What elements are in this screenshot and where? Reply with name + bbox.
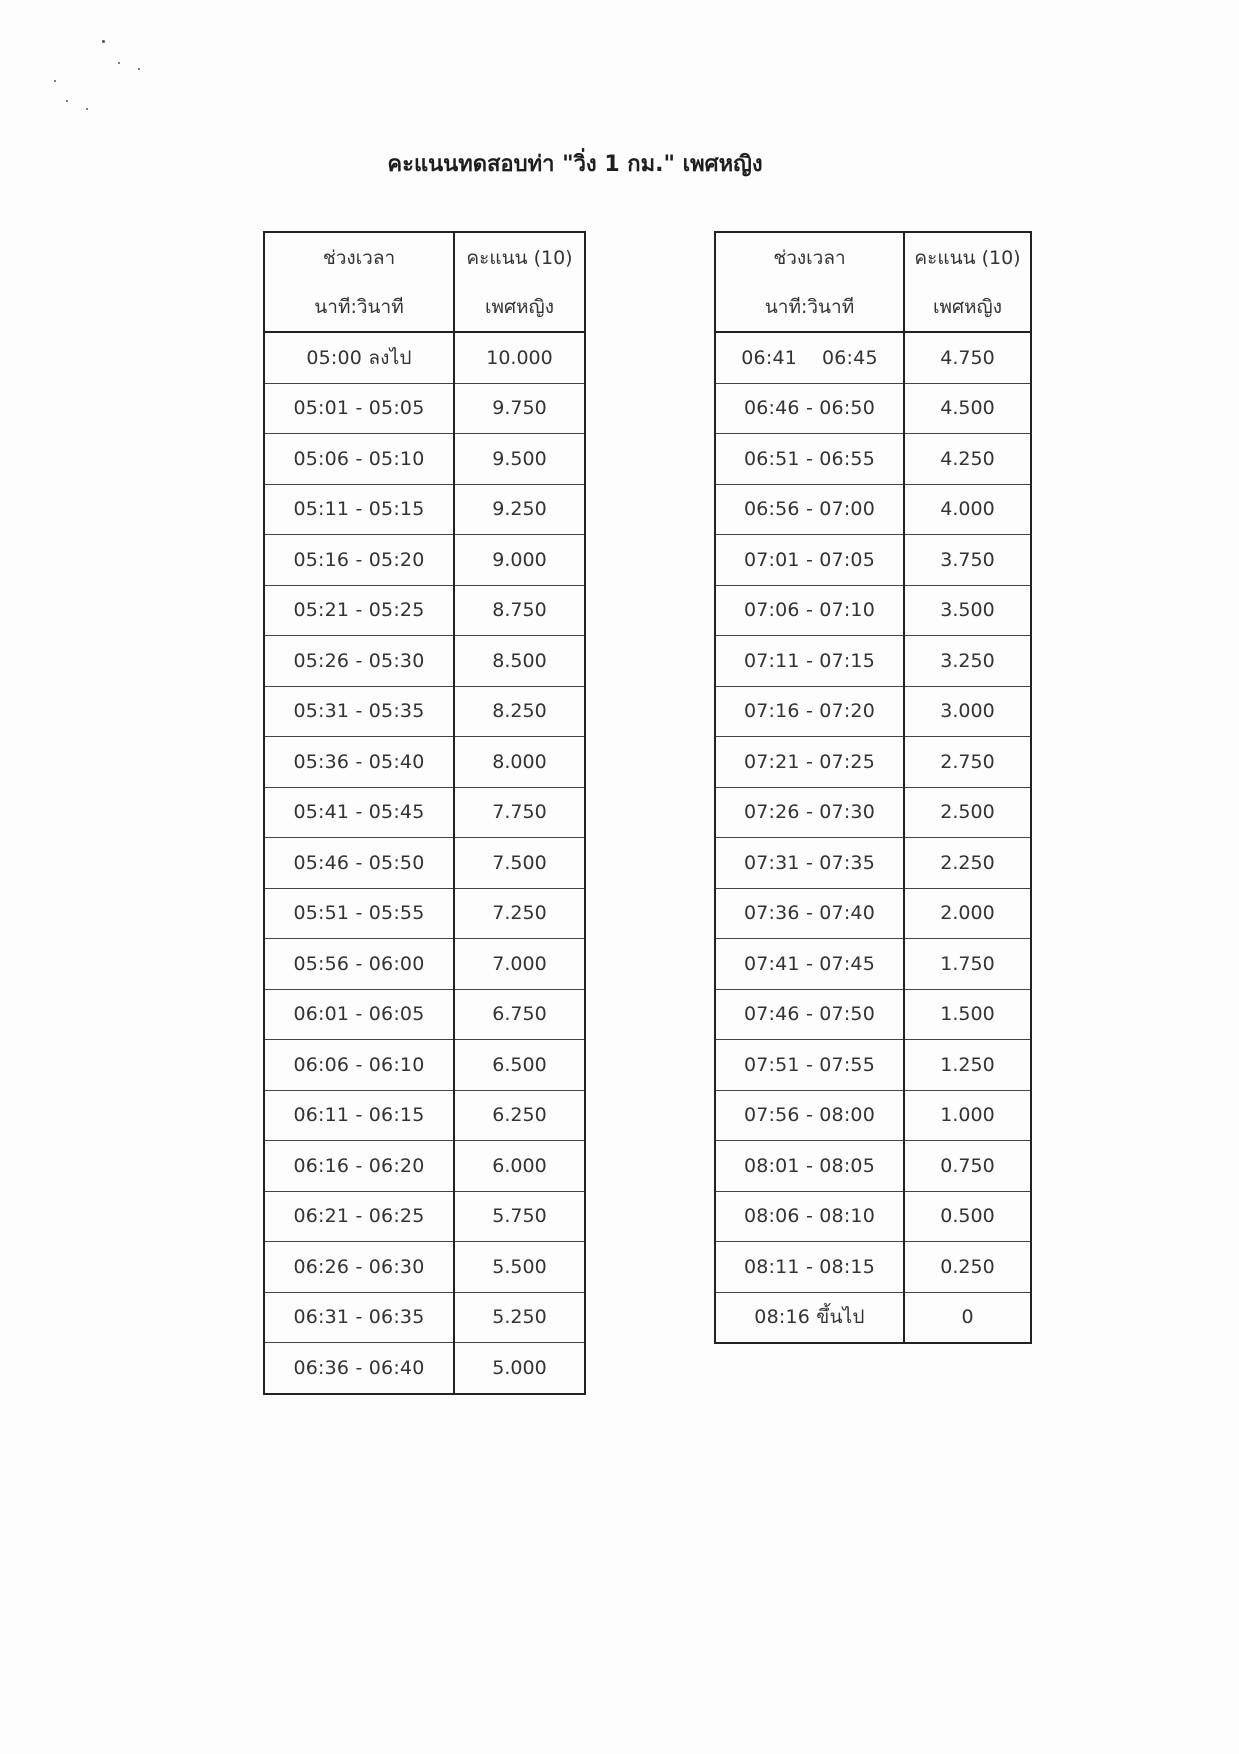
table-row	[715, 686, 1031, 737]
time-range-cell: 06:41 06:45	[715, 332, 904, 383]
time-range-cell: 07:21 - 07:25	[715, 737, 904, 788]
score-cell: 4.750	[904, 332, 1031, 383]
score-cell: 0.250	[904, 1242, 1031, 1293]
table-row	[715, 1040, 1031, 1091]
score-cell: 8.750	[454, 585, 585, 636]
time-range-cell: 07:31 - 07:35	[715, 838, 904, 889]
time-range-cell: 06:56 - 07:00	[715, 484, 904, 535]
left-table-body	[264, 332, 585, 1394]
score-cell: 1.500	[904, 989, 1031, 1040]
table-row	[264, 1191, 585, 1242]
table-row	[715, 383, 1031, 434]
table-row	[264, 1090, 585, 1141]
page-title: คะแนนทดสอบท่า "วิ่ง 1 กม." เพศหญิง	[387, 152, 763, 177]
table-row	[264, 484, 585, 535]
score-cell: 7.000	[454, 939, 585, 990]
table-row	[264, 1343, 585, 1394]
table-row	[264, 787, 585, 838]
time-range-cell: 06:01 - 06:05	[264, 989, 454, 1040]
header-time-unit: นาที:วินาที	[264, 282, 454, 332]
table-row	[264, 939, 585, 990]
score-cell: 4.500	[904, 383, 1031, 434]
table-row	[715, 989, 1031, 1040]
score-cell: 5.250	[454, 1292, 585, 1343]
score-cell: 6.500	[454, 1040, 585, 1091]
time-range-cell: 06:51 - 06:55	[715, 434, 904, 485]
table-row	[715, 332, 1031, 383]
time-range-cell: 05:16 - 05:20	[264, 535, 454, 586]
score-cell: 3.500	[904, 585, 1031, 636]
time-range-cell: 05:31 - 05:35	[264, 686, 454, 737]
time-range-cell: 05:46 - 05:50	[264, 838, 454, 889]
time-range-cell: 07:41 - 07:45	[715, 939, 904, 990]
scan-speck	[138, 68, 140, 70]
time-range-cell: 05:26 - 05:30	[264, 636, 454, 687]
score-cell: 2.000	[904, 888, 1031, 939]
time-range-cell: 06:16 - 06:20	[264, 1141, 454, 1192]
score-cell: 5.000	[454, 1343, 585, 1394]
time-range-cell: 06:46 - 06:50	[715, 383, 904, 434]
header-score-label: คะแนน (10)	[914, 246, 1021, 269]
table-row	[264, 989, 585, 1040]
table-row	[264, 585, 585, 636]
time-range-cell: 05:56 - 06:00	[264, 939, 454, 990]
table-row	[264, 535, 585, 586]
score-cell: 8.500	[454, 636, 585, 687]
table-row	[264, 1040, 585, 1091]
right-table-body	[715, 332, 1031, 1343]
score-cell: 10.000	[454, 332, 585, 383]
score-cell: 9.500	[454, 434, 585, 485]
time-range-cell: 05:21 - 05:25	[264, 585, 454, 636]
score-cell: 3.250	[904, 636, 1031, 687]
scan-speck	[118, 62, 120, 64]
score-cell: 3.000	[904, 686, 1031, 737]
time-range-cell: 05:11 - 05:15	[264, 484, 454, 535]
time-range-cell: 08:11 - 08:15	[715, 1242, 904, 1293]
time-range-cell: 07:16 - 07:20	[715, 686, 904, 737]
score-cell: 8.250	[454, 686, 585, 737]
table-row	[264, 332, 585, 383]
header-time-unit: นาที:วินาที	[715, 282, 904, 332]
table-row	[264, 383, 585, 434]
score-cell: 1.750	[904, 939, 1031, 990]
time-range-cell: 08:06 - 08:10	[715, 1191, 904, 1242]
score-cell: 2.250	[904, 838, 1031, 889]
score-cell: 7.750	[454, 787, 585, 838]
table-row	[715, 1191, 1031, 1242]
time-range-cell: 05:06 - 05:10	[264, 434, 454, 485]
time-range-cell: 08:01 - 08:05	[715, 1141, 904, 1192]
score-cell: 3.750	[904, 535, 1031, 586]
score-cell: 4.000	[904, 484, 1031, 535]
header-time-label: ช่วงเวลา	[264, 232, 454, 282]
time-range-cell: 06:26 - 06:30	[264, 1242, 454, 1293]
score-cell: 1.000	[904, 1090, 1031, 1141]
time-range-cell: 06:36 - 06:40	[264, 1343, 454, 1394]
score-table-right	[714, 231, 1032, 1344]
score-cell: 9.750	[454, 383, 585, 434]
time-range-cell: 07:51 - 07:55	[715, 1040, 904, 1091]
score-cell: 2.750	[904, 737, 1031, 788]
table-row	[264, 1141, 585, 1192]
time-range-cell: 05:36 - 05:40	[264, 737, 454, 788]
table-row	[715, 434, 1031, 485]
score-cell: 5.500	[454, 1242, 585, 1293]
table-row	[264, 434, 585, 485]
table-row	[715, 484, 1031, 535]
score-cell: 6.000	[454, 1141, 585, 1192]
time-range-cell: 07:46 - 07:50	[715, 989, 904, 1040]
score-cell: 0	[904, 1292, 1031, 1343]
header-time-label: ช่วงเวลา	[715, 232, 904, 282]
table-row	[264, 838, 585, 889]
table-row	[715, 535, 1031, 586]
time-range-cell: 06:31 - 06:35	[264, 1292, 454, 1343]
time-range-cell: 06:06 - 06:10	[264, 1040, 454, 1091]
time-range-cell: 07:56 - 08:00	[715, 1090, 904, 1141]
score-cell: 9.000	[454, 535, 585, 586]
time-range-cell: 07:11 - 07:15	[715, 636, 904, 687]
time-range-cell: 05:41 - 05:45	[264, 787, 454, 838]
header-score-gender: เพศหญิง	[454, 282, 585, 332]
table-row	[264, 1242, 585, 1293]
scan-speck	[86, 108, 88, 110]
score-cell: 6.250	[454, 1090, 585, 1141]
table-row	[264, 737, 585, 788]
time-range-cell: 05:00 ลงไป	[264, 332, 454, 383]
header-score-label: คะแนน (10)	[466, 246, 573, 269]
score-cell: 8.000	[454, 737, 585, 788]
time-range-cell: 05:01 - 05:05	[264, 383, 454, 434]
table-row	[715, 939, 1031, 990]
table-row	[715, 1090, 1031, 1141]
score-cell: 4.250	[904, 434, 1031, 485]
score-cell: 0.500	[904, 1191, 1031, 1242]
time-range-cell: 06:21 - 06:25	[264, 1191, 454, 1242]
table-row	[264, 1292, 585, 1343]
time-range-cell: 07:26 - 07:30	[715, 787, 904, 838]
table-row	[715, 838, 1031, 889]
table-row	[715, 737, 1031, 788]
score-cell: 0.750	[904, 1141, 1031, 1192]
table-row	[264, 636, 585, 687]
time-range-cell: 07:36 - 07:40	[715, 888, 904, 939]
scan-speck	[66, 100, 68, 102]
score-cell: 7.250	[454, 888, 585, 939]
table-row	[715, 636, 1031, 687]
table-row	[264, 686, 585, 737]
score-cell: 2.500	[904, 787, 1031, 838]
table-row	[715, 787, 1031, 838]
header-score-gender: เพศหญิง	[904, 282, 1031, 332]
scan-speck	[54, 80, 56, 82]
score-cell: 7.500	[454, 838, 585, 889]
score-cell: 1.250	[904, 1040, 1031, 1091]
scan-speck	[102, 40, 105, 43]
score-cell: 5.750	[454, 1191, 585, 1242]
time-range-cell: 06:11 - 06:15	[264, 1090, 454, 1141]
time-range-cell: 05:51 - 05:55	[264, 888, 454, 939]
table-row	[264, 888, 585, 939]
table-row	[715, 585, 1031, 636]
time-range-cell: 08:16 ขึ้นไป	[715, 1292, 904, 1343]
table-row	[715, 1292, 1031, 1343]
score-table-left	[263, 231, 586, 1395]
score-cell: 9.250	[454, 484, 585, 535]
score-cell: 6.750	[454, 989, 585, 1040]
time-range-cell: 07:06 - 07:10	[715, 585, 904, 636]
table-row	[715, 888, 1031, 939]
table-row	[715, 1141, 1031, 1192]
table-row	[715, 1242, 1031, 1293]
time-range-cell: 07:01 - 07:05	[715, 535, 904, 586]
